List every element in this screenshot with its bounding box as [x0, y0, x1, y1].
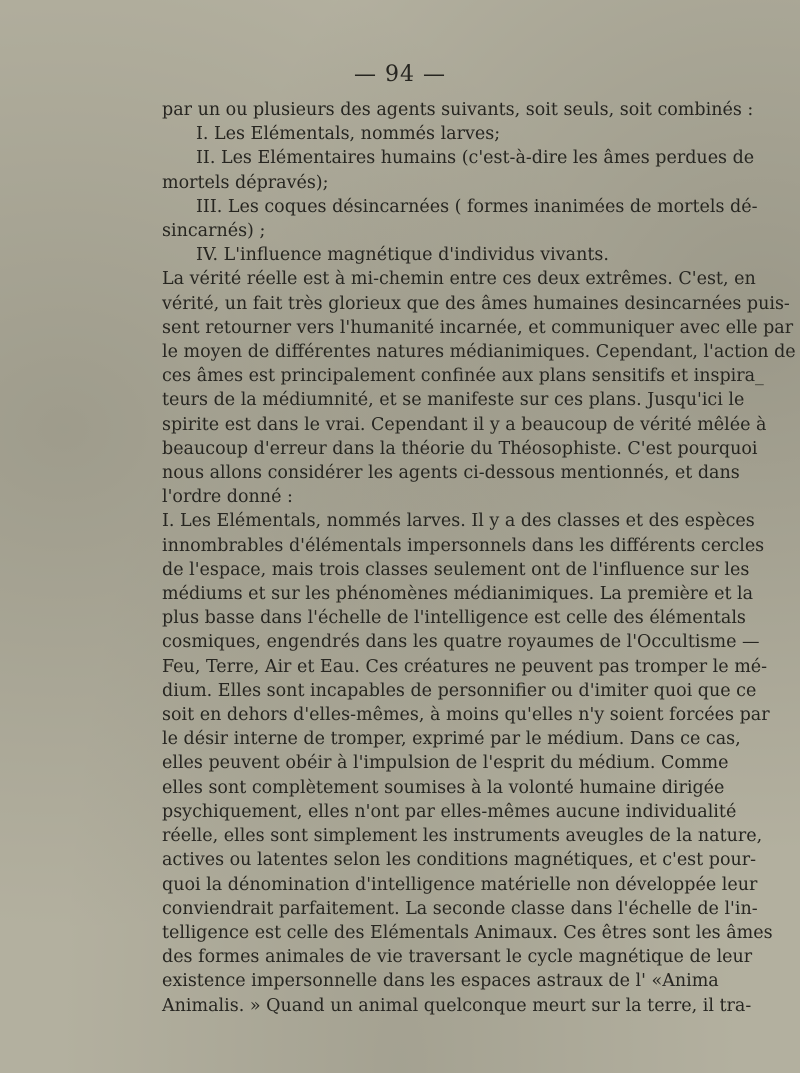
text-line: des formes animales de vie traversant le cycle magnétique de leur: [162, 947, 753, 968]
text-line: réelle, elles sont simplement les instruments aveugles de la nature,: [162, 826, 763, 847]
text-line: soit en dehors d'elles-mêmes, à moins qu'elles n'y soient forcées par: [162, 705, 770, 726]
text-line: Feu, Terre, Air et Eau. Ces créatures ne peuvent pas tromper le mé-: [162, 656, 768, 677]
text-line: La vérité réelle est à mi-chemin entre ces deux extrêmes. C'est, en: [162, 269, 756, 290]
text-line: l'ordre donné :: [162, 487, 293, 508]
text-line: mortels dépravés);: [162, 172, 329, 193]
text-line: Animalis. » Quand un animal quelconque meurt sur la terre, il tra-: [162, 995, 752, 1016]
text-line: IV. L'influence magnétique d'individus vivants.: [196, 245, 609, 266]
text-line: médiums et sur les phénomènes médianimiques. La première et la: [162, 584, 754, 605]
text-line: de l'espace, mais trois classes seulement ont de l'influence sur les: [162, 559, 750, 580]
text-line: sent retourner vers l'humanité incarnée, et communiquer avec elle par: [162, 317, 794, 338]
text-line: par un ou plusieurs des agents suivants, soit seuls, soit combinés :: [162, 100, 754, 120]
text-line: le désir interne de tromper, exprimé par le médium. Dans ce cas,: [162, 729, 741, 750]
text-line: II. Les Elémentaires humains (c'est-à-dire les âmes perdues de: [196, 148, 755, 169]
text-line: actives ou latentes selon les conditions magnétiques, et c'est pour-: [162, 850, 757, 871]
text-line: elles sont complètement soumises à la volonté humaine dirigée: [162, 777, 725, 798]
text-line: telligence est celle des Elémentals Animaux. Ces êtres sont les âmes: [162, 922, 773, 943]
text-line: conviendrait parfaitement. La seconde classe dans l'échelle de l'in-: [162, 898, 758, 919]
text-line: quoi la dénomination d'intelligence matérielle non développée leur: [162, 874, 758, 895]
text-line: III. Les coques désincarnées ( formes inanimées de mortels dé-: [196, 196, 758, 217]
text-line: ces âmes est principalement confinée aux plans sensitifs et inspira_: [162, 366, 764, 387]
text-line: I. Les Elémentals, nommés larves. Il y a des classes et des espèces: [162, 511, 755, 532]
text-line: plus basse dans l'échelle de l'intelligence est celle des élémentals: [162, 608, 746, 629]
text-line: existence impersonnelle dans les espaces astraux de l' «Anima: [162, 971, 719, 992]
text-line: le moyen de différentes natures médianimiques. Cependant, l'action de: [162, 342, 796, 363]
page-number: — 94 —: [354, 62, 446, 87]
text-line: sincarnés) ;: [162, 221, 266, 242]
text-line: psychiquement, elles n'ont par elles-mêmes aucune individualité: [162, 801, 737, 822]
text-line: elles peuvent obéir à l'impulsion de l'esprit du médium. Comme: [162, 753, 729, 774]
text-line: beaucoup d'erreur dans la théorie du Théosophiste. C'est pourquoi: [162, 438, 758, 459]
text-line: vérité, un fait très glorieux que des âmes humaines desincarnées puis-: [162, 293, 790, 314]
text-line: nous allons considérer les agents ci-dessous mentionnés, et dans: [162, 463, 740, 484]
text-line: cosmiques, engendrés dans les quatre royaumes de l'Occultisme —: [162, 632, 760, 653]
text-line: I. Les Elémentals, nommés larves;: [196, 124, 501, 145]
text-line: innombrables d'élémentals impersonnels dans les différents cercles: [162, 535, 765, 556]
text-line: teurs de la médiumnité, et se manifeste sur ces plans. Jusqu'ici le: [162, 390, 745, 411]
text-line: dium. Elles sont incapables de personnifier ou d'imiter quoi que ce: [162, 680, 757, 701]
body-text: [162, 98, 796, 1018]
text-line: spirite est dans le vrai. Cependant il y a beaucoup de vérité mêlée à: [162, 414, 767, 435]
